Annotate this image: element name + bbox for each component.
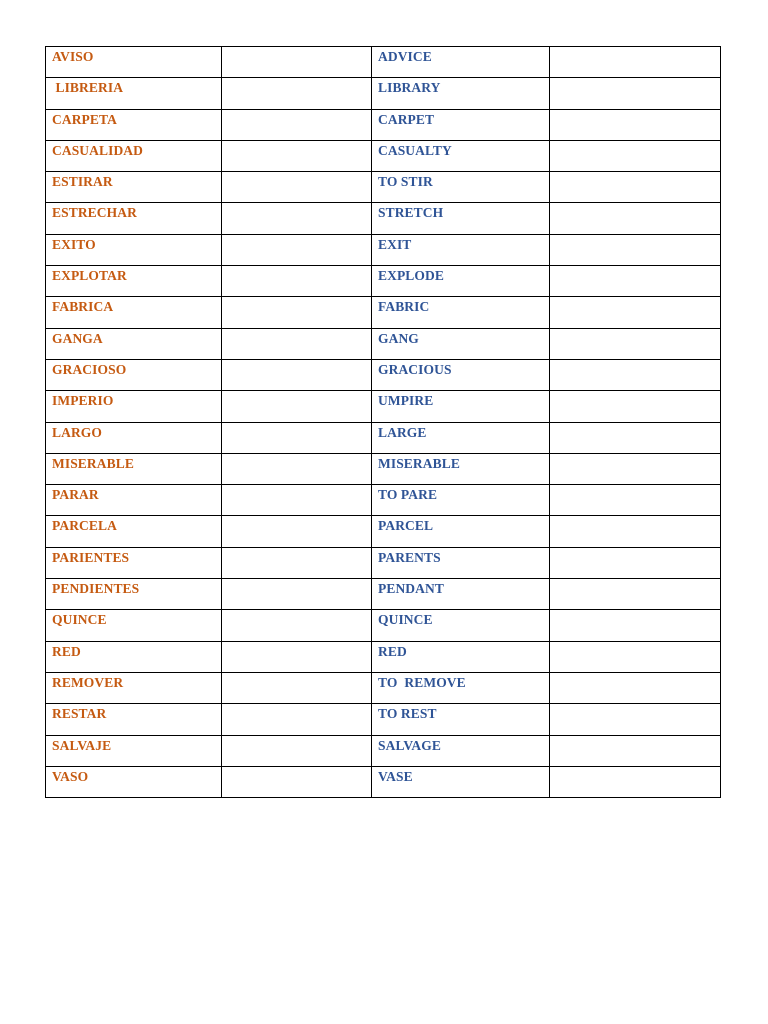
spanish-blank-cell	[222, 109, 372, 140]
english-blank-cell	[550, 485, 721, 516]
table-row	[46, 234, 721, 265]
table-row	[46, 672, 721, 703]
english-word-cell: CARPET	[372, 109, 550, 140]
english-word-cell: UMPIRE	[372, 391, 550, 422]
table-row	[46, 485, 721, 516]
spanish-blank-cell	[222, 359, 372, 390]
spanish-word-cell: LARGO	[46, 422, 222, 453]
english-blank-cell	[550, 391, 721, 422]
english-blank-cell	[550, 140, 721, 171]
english-word-cell: TO REMOVE	[372, 672, 550, 703]
spanish-word-cell: VASO	[46, 766, 222, 797]
spanish-blank-cell	[222, 140, 372, 171]
spanish-blank-cell	[222, 234, 372, 265]
spanish-blank-cell	[222, 391, 372, 422]
table-row	[46, 579, 721, 610]
english-blank-cell	[550, 203, 721, 234]
table-row	[46, 297, 721, 328]
english-blank-cell	[550, 47, 721, 78]
english-blank-cell	[550, 610, 721, 641]
spanish-word-cell: MISERABLE	[46, 453, 222, 484]
english-word-cell: ADVICE	[372, 47, 550, 78]
spanish-blank-cell	[222, 328, 372, 359]
table-row	[46, 453, 721, 484]
spanish-word-cell: PARIENTES	[46, 547, 222, 578]
spanish-word-cell: IMPERIO	[46, 391, 222, 422]
english-word-cell: LIBRARY	[372, 78, 550, 109]
english-word-cell: EXIT	[372, 234, 550, 265]
spanish-word-cell: GANGA	[46, 328, 222, 359]
spanish-blank-cell	[222, 453, 372, 484]
table-row	[46, 610, 721, 641]
english-word-cell: MISERABLE	[372, 453, 550, 484]
table-row	[46, 140, 721, 171]
spanish-blank-cell	[222, 641, 372, 672]
table-row	[46, 391, 721, 422]
spanish-word-cell: EXITO	[46, 234, 222, 265]
spanish-word-cell: CASUALIDAD	[46, 140, 222, 171]
spanish-blank-cell	[222, 766, 372, 797]
spanish-word-cell: SALVAJE	[46, 735, 222, 766]
table-row	[46, 266, 721, 297]
english-word-cell: RED	[372, 641, 550, 672]
table-row	[46, 547, 721, 578]
spanish-word-cell: EXPLOTAR	[46, 266, 222, 297]
spanish-word-cell: GRACIOSO	[46, 359, 222, 390]
english-word-cell: SALVAGE	[372, 735, 550, 766]
spanish-word-cell: FABRICA	[46, 297, 222, 328]
spanish-blank-cell	[222, 266, 372, 297]
spanish-blank-cell	[222, 297, 372, 328]
spanish-blank-cell	[222, 172, 372, 203]
english-blank-cell	[550, 547, 721, 578]
table-row	[46, 516, 721, 547]
english-word-cell: TO STIR	[372, 172, 550, 203]
english-blank-cell	[550, 234, 721, 265]
english-blank-cell	[550, 516, 721, 547]
english-blank-cell	[550, 704, 721, 735]
spanish-word-cell: REMOVER	[46, 672, 222, 703]
english-blank-cell	[550, 328, 721, 359]
english-blank-cell	[550, 172, 721, 203]
vocabulary-table	[45, 46, 721, 798]
english-word-cell: PARENTS	[372, 547, 550, 578]
spanish-blank-cell	[222, 422, 372, 453]
spanish-word-cell: RESTAR	[46, 704, 222, 735]
english-blank-cell	[550, 766, 721, 797]
table-row	[46, 109, 721, 140]
spanish-word-cell: PARCELA	[46, 516, 222, 547]
spanish-word-cell: AVISO	[46, 47, 222, 78]
table-row	[46, 328, 721, 359]
table-row	[46, 422, 721, 453]
table-row	[46, 359, 721, 390]
vocabulary-table-body	[46, 47, 721, 798]
spanish-word-cell: RED	[46, 641, 222, 672]
english-blank-cell	[550, 422, 721, 453]
table-row	[46, 735, 721, 766]
english-word-cell: TO REST	[372, 704, 550, 735]
spanish-word-cell: PARAR	[46, 485, 222, 516]
table-row	[46, 704, 721, 735]
table-row	[46, 172, 721, 203]
english-word-cell: VASE	[372, 766, 550, 797]
english-word-cell: FABRIC	[372, 297, 550, 328]
spanish-word-cell: PENDIENTES	[46, 579, 222, 610]
english-word-cell: TO PARE	[372, 485, 550, 516]
spanish-blank-cell	[222, 485, 372, 516]
english-word-cell: EXPLODE	[372, 266, 550, 297]
english-word-cell: CASUALTY	[372, 140, 550, 171]
spanish-blank-cell	[222, 735, 372, 766]
english-blank-cell	[550, 359, 721, 390]
english-blank-cell	[550, 78, 721, 109]
english-blank-cell	[550, 109, 721, 140]
spanish-blank-cell	[222, 610, 372, 641]
spanish-blank-cell	[222, 78, 372, 109]
spanish-blank-cell	[222, 672, 372, 703]
english-word-cell: QUINCE	[372, 610, 550, 641]
english-word-cell: GANG	[372, 328, 550, 359]
english-word-cell: LARGE	[372, 422, 550, 453]
table-row	[46, 766, 721, 797]
spanish-blank-cell	[222, 203, 372, 234]
spanish-blank-cell	[222, 516, 372, 547]
spanish-blank-cell	[222, 47, 372, 78]
spanish-word-cell: LIBRERIA	[46, 78, 222, 109]
english-blank-cell	[550, 672, 721, 703]
table-row	[46, 203, 721, 234]
english-blank-cell	[550, 641, 721, 672]
spanish-blank-cell	[222, 704, 372, 735]
english-word-cell: STRETCH	[372, 203, 550, 234]
english-blank-cell	[550, 735, 721, 766]
english-blank-cell	[550, 453, 721, 484]
spanish-blank-cell	[222, 547, 372, 578]
spanish-word-cell: QUINCE	[46, 610, 222, 641]
spanish-blank-cell	[222, 579, 372, 610]
table-row	[46, 47, 721, 78]
spanish-word-cell: CARPETA	[46, 109, 222, 140]
english-blank-cell	[550, 297, 721, 328]
english-blank-cell	[550, 579, 721, 610]
spanish-word-cell: ESTRECHAR	[46, 203, 222, 234]
table-row	[46, 641, 721, 672]
english-word-cell: GRACIOUS	[372, 359, 550, 390]
english-word-cell: PENDANT	[372, 579, 550, 610]
table-row	[46, 78, 721, 109]
english-word-cell: PARCEL	[372, 516, 550, 547]
english-blank-cell	[550, 266, 721, 297]
spanish-word-cell: ESTIRAR	[46, 172, 222, 203]
